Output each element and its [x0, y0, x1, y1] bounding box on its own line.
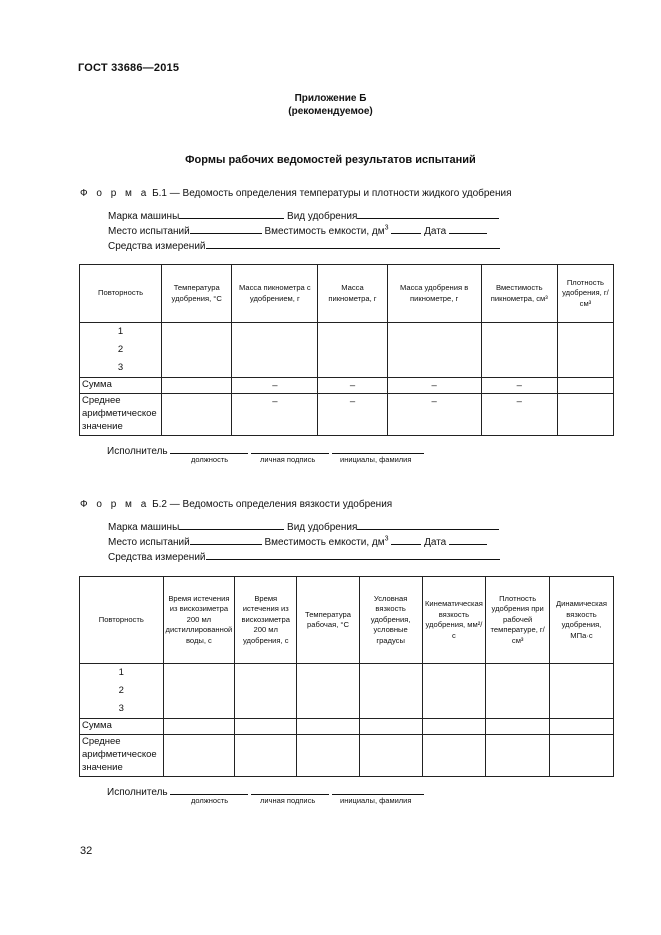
form2-cell[interactable] — [297, 735, 360, 777]
form1-position-blank[interactable] — [170, 443, 248, 454]
form2-signature-label: Исполнитель — [107, 787, 168, 798]
form1-table — [79, 264, 614, 436]
form1-caption-name: инициалы, фамилия — [340, 455, 412, 464]
form2-caption-name: инициалы, фамилия — [340, 796, 412, 805]
form1-dash: – — [481, 378, 557, 394]
form2-col-temp: Температура рабочая, °С — [297, 577, 360, 664]
form2-cell[interactable] — [486, 664, 550, 719]
form2-repeats-row — [80, 664, 614, 719]
form1-dash: – — [318, 394, 387, 436]
form2-date-blank[interactable] — [449, 534, 487, 545]
form1-col-mass-pyc: Масса пикнометра, г — [318, 265, 387, 323]
form2-cell[interactable] — [486, 735, 550, 777]
form2-cell[interactable] — [549, 664, 613, 719]
form2-caption-position: должность — [191, 796, 229, 805]
form1-col-mass-fert: Масса удобрения в пикнометре, г — [387, 265, 481, 323]
form1-cell[interactable] — [557, 378, 613, 394]
form1-repeats-cell — [80, 323, 162, 378]
form2-cell[interactable] — [163, 719, 235, 735]
form2-cell[interactable] — [422, 719, 486, 735]
form2-capacity-blank[interactable] — [391, 534, 421, 545]
document-id: ГОСТ 33686—2015 — [78, 62, 180, 74]
form1-capacity-label: Вместимость емкости, дм — [264, 226, 385, 237]
form2-cell[interactable] — [235, 664, 297, 719]
form1-dash: – — [387, 394, 481, 436]
form1-sign-blank[interactable] — [251, 443, 329, 454]
form1-date-blank[interactable] — [449, 223, 487, 234]
form1-title — [80, 188, 512, 199]
form2-col-dyn-visc: Динамическая вязкость удобрения, МПа·с — [549, 577, 613, 664]
form1-date-label: Дата — [424, 226, 447, 237]
form1-instruments-label: Средства измерений — [108, 241, 206, 252]
form1-col-repeat: Повторность — [80, 265, 162, 323]
form2-line-instruments — [108, 549, 500, 563]
form2-capacity-label: Вместимость емкости, дм — [264, 537, 385, 548]
form2-cell[interactable] — [359, 664, 422, 719]
form1-cell[interactable] — [318, 323, 387, 378]
form1-dash: – — [318, 378, 387, 394]
form1-col-temp: Температура удобрения, °С — [162, 265, 232, 323]
appendix-title: Приложение Б — [294, 93, 367, 104]
form2-cell[interactable] — [549, 719, 613, 735]
form2-cell[interactable] — [163, 664, 235, 719]
form2-name-blank[interactable] — [332, 784, 424, 795]
form2-title — [80, 499, 392, 510]
form2-cell[interactable] — [235, 735, 297, 777]
form2-place-blank[interactable] — [190, 534, 262, 545]
form2-cell[interactable] — [297, 719, 360, 735]
form2-sign-blank[interactable] — [251, 784, 329, 795]
form1-caption: Б.1 — Ведомость определения температуры и плотности жидкого удобрения — [152, 188, 512, 199]
form1-caption-sign: личная подпись — [260, 455, 316, 464]
form2-cell[interactable] — [359, 735, 422, 777]
form1-caption-position: должность — [191, 455, 229, 464]
form1-dash: – — [232, 394, 318, 436]
form1-sum-row — [80, 378, 614, 394]
form1-signature-label: Исполнитель — [107, 446, 168, 457]
form2-prefix: Ф о р м а — [80, 499, 150, 510]
form1-fert-type-blank[interactable] — [357, 208, 499, 219]
form1-capacity-blank[interactable] — [391, 223, 421, 234]
form2-repeat-2: 2 — [118, 685, 124, 696]
form2-cell[interactable] — [297, 664, 360, 719]
form2-instruments-blank[interactable] — [206, 549, 500, 560]
form1-dash: – — [481, 394, 557, 436]
form1-cell[interactable] — [162, 394, 232, 436]
form2-instruments-label: Средства измерений — [108, 552, 206, 563]
form2-col-time-water: Время истечения из вискозиметра 200 мл дистиллированной воды, с — [163, 577, 235, 664]
form2-cell[interactable] — [163, 735, 235, 777]
form2-repeat-3: 3 — [118, 703, 124, 714]
form2-cell[interactable] — [486, 719, 550, 735]
form2-cell[interactable] — [359, 719, 422, 735]
form1-cell[interactable] — [387, 323, 481, 378]
page-number: 32 — [80, 845, 93, 857]
form2-col-repeat: Повторность — [80, 577, 164, 664]
form2-col-density: Плотность удобрения при рабочей температуре, г/см³ — [486, 577, 550, 664]
form2-table — [79, 576, 614, 777]
form1-cell[interactable] — [557, 323, 613, 378]
form2-col-time-fert: Время истечения из вискозиметра 200 мл удобрения, с — [235, 577, 297, 664]
form1-line-instruments — [108, 238, 500, 252]
section-title: Формы рабочих ведомостей результатов испытаний — [185, 154, 476, 166]
form1-instruments-blank[interactable] — [206, 238, 500, 249]
form1-header-row — [80, 265, 614, 323]
form2-line-place — [108, 534, 487, 548]
form1-dash: – — [232, 378, 318, 394]
form1-sum-label: Сумма — [80, 378, 162, 394]
form1-capacity-sup: 3 — [384, 224, 389, 232]
form1-cell[interactable] — [162, 323, 232, 378]
form2-repeats-cell — [80, 664, 164, 719]
form1-cell[interactable] — [162, 378, 232, 394]
form1-cell[interactable] — [557, 394, 613, 436]
form2-machine-label: Марка машины — [108, 522, 180, 533]
form2-cell[interactable] — [422, 735, 486, 777]
form2-col-cond-visc: Условная вязкость удобрения, условные градусы — [359, 577, 422, 664]
form2-cell[interactable] — [422, 664, 486, 719]
form2-sum-label: Сумма — [80, 719, 164, 735]
form2-fert-type-blank[interactable] — [357, 519, 499, 530]
appendix-subtitle: (рекомендуемое) — [288, 106, 373, 117]
form2-caption-sign: личная подпись — [260, 796, 316, 805]
form2-place-label: Место испытаний — [108, 537, 190, 548]
form1-cell[interactable] — [232, 323, 318, 378]
form1-fert-type-label: Вид удобрения — [287, 211, 358, 222]
form2-cell[interactable] — [235, 719, 297, 735]
form1-avg-row — [80, 394, 614, 436]
form1-avg-label: Среднее арифметическое значение — [80, 394, 162, 436]
form1-repeat-1: 1 — [117, 326, 124, 337]
form1-col-mass-pyc-fert: Масса пикнометра с удобрением, г — [232, 265, 318, 323]
form2-date-label: Дата — [424, 537, 447, 548]
form1-machine-label: Марка машины — [108, 211, 180, 222]
form1-line-place — [108, 223, 487, 237]
form2-avg-row — [80, 735, 614, 777]
form1-place-label: Место испытаний — [108, 226, 190, 237]
form1-col-pyc-volume: Вместимость пикнометра, см³ — [481, 265, 557, 323]
form2-caption: Б.2 — Ведомость определения вязкости удобрения — [152, 499, 393, 510]
form1-dash: – — [387, 378, 481, 394]
form1-line-machine — [108, 208, 499, 222]
form1-machine-blank[interactable] — [179, 208, 284, 219]
form1-cell[interactable] — [481, 323, 557, 378]
form2-repeat-1: 1 — [118, 667, 124, 678]
form1-repeat-2: 2 — [117, 344, 124, 355]
form2-sum-row — [80, 719, 614, 735]
form1-repeats-row — [80, 323, 614, 378]
form1-name-blank[interactable] — [332, 443, 424, 454]
form2-machine-blank[interactable] — [179, 519, 284, 530]
form2-capacity-sup: 3 — [384, 535, 389, 543]
form2-fert-type-label: Вид удобрения — [287, 522, 358, 533]
form2-line-machine — [108, 519, 499, 533]
form1-prefix: Ф о р м а — [80, 188, 150, 199]
form1-place-blank[interactable] — [190, 223, 262, 234]
form2-cell[interactable] — [549, 735, 613, 777]
form1-repeat-3: 3 — [117, 362, 124, 373]
form2-col-kin-visc: Кинематическая вязкость удобрения, мм²/с — [422, 577, 486, 664]
form1-col-density: Плотность удобрения, г/см³ — [557, 265, 613, 323]
form2-position-blank[interactable] — [170, 784, 248, 795]
form2-header-row — [80, 577, 614, 664]
form2-avg-label: Среднее арифметическое значение — [80, 735, 164, 777]
